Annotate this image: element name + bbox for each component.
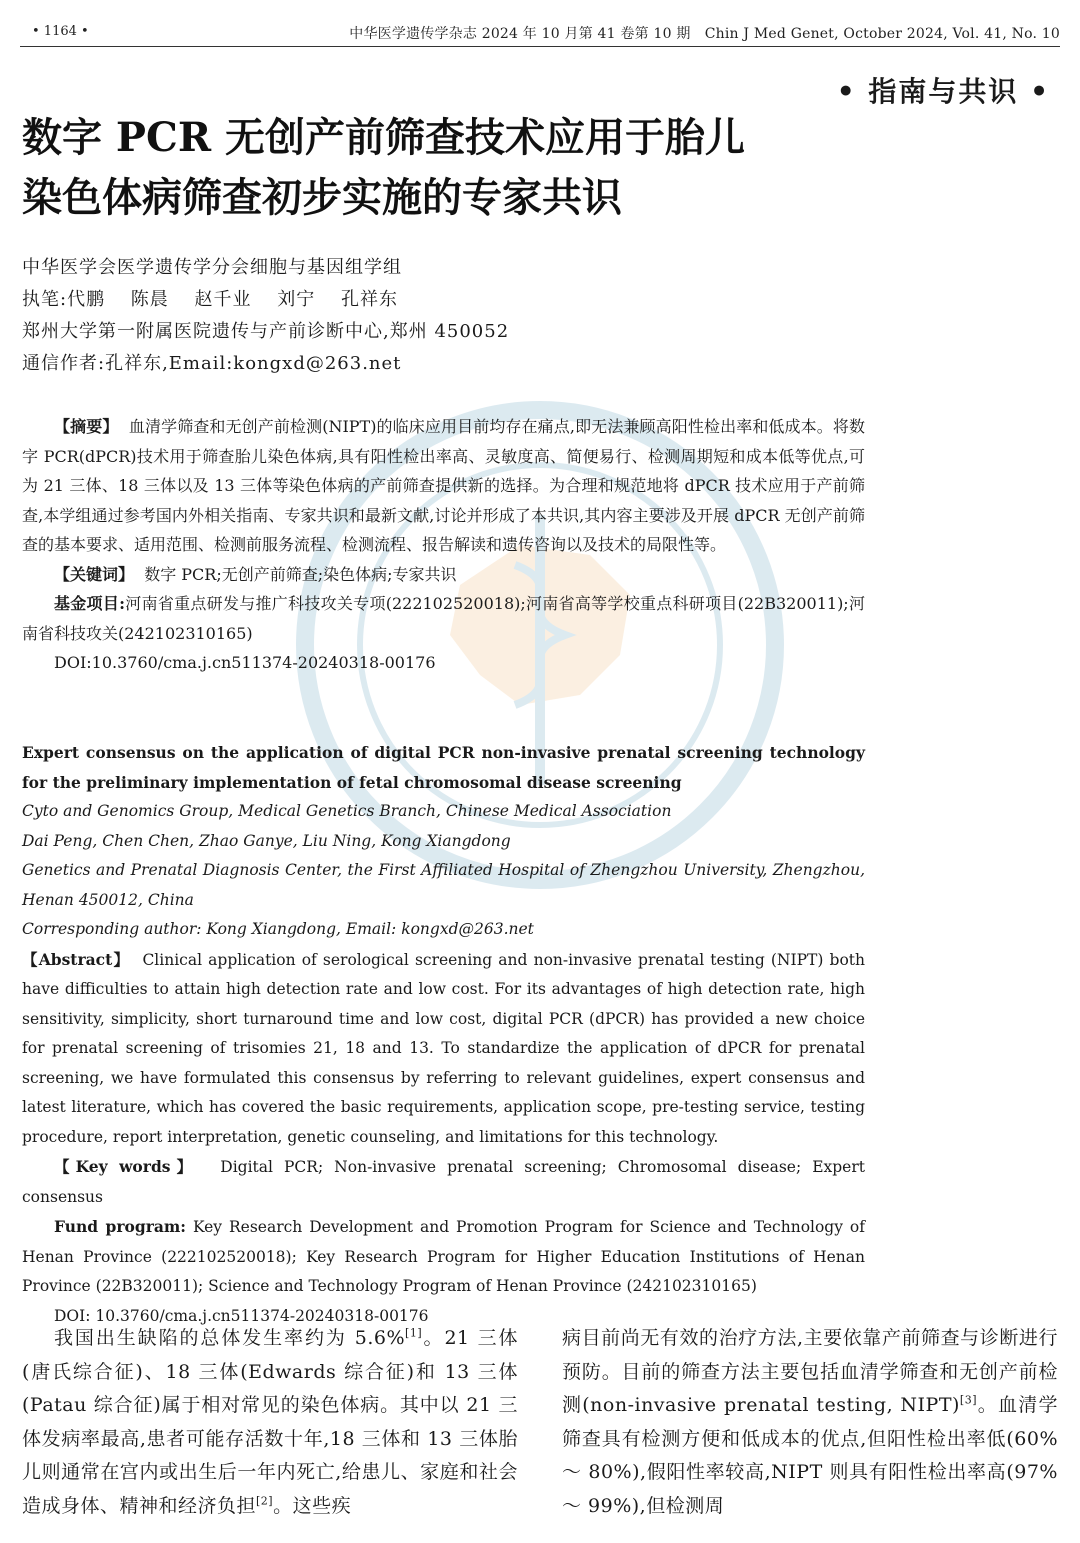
body-text-run: 病目前尚无有效的治疗方法,主要依靠产前筛查与诊断进行预防。目前的筛查方法主要包括血清学筛查和无创产前检测(non-invasive prenatal testing, NIPT) (562, 1327, 1058, 1416)
en-affiliation: Genetics and Prenatal Diagnosis Center, the First Affiliated Hospital of Zhengzhou University, Zhengzhou, Henan 450012, China (22, 861, 865, 909)
en-keywords-paragraph (22, 1152, 865, 1212)
body-text (22, 1322, 1060, 1522)
english-abstract (22, 738, 865, 1331)
zh-keywords-paragraph (22, 560, 865, 590)
zh-fund-label: 基金项目: (54, 594, 126, 613)
page-number: • 1164 • (32, 24, 89, 39)
title-line-1: 数字 PCR 无创产前筛查技术应用于胎儿 (22, 114, 746, 161)
en-keywords-label: 【Key words】 (54, 1157, 199, 1176)
body-text-run: 。血清学筛查具有检测方便和低成本的优点,但阳性检出率低(60% ～ 80%),假阳性率较高,NIPT 则具有阳性检出率高(97% ～ 99%),但检测周 (562, 1394, 1058, 1517)
en-keywords-text: Digital PCR; Non-invasive prenatal screening; Chromosomal disease; Expert consensus (22, 1158, 865, 1206)
title-line-2: 染色体病筛查初步实施的专家共识 (22, 174, 622, 221)
en-fund-label: Fund program: (54, 1217, 187, 1236)
body-text-run: 。这些疾 (273, 1494, 352, 1517)
zh-abstract-text: 血清学筛查和无创产前检测(NIPT)的临床应用目前均存在痛点,即无法兼顾高阳性检出率和低成本。将数字 PCR(dPCR)技术用于筛查胎儿染色体病,具有阳性检出率高、灵敏度高、简便易行、检测周期短和成本低等优点,可为 21 三体、18 三体以及 13 三体等染色体病的产前筛查提供新的选择。为合理和规范地将 dPCR 技术应用于产前筛查,本学组通过参考国内外相关指南、专家共识和最新文献,讨论并形成了本共识,其内容主要涉及开展 dPCR 无创产前筛查的基本要求、适用范围、检测前服务流程、检测流程、报告解读和遗传咨询以及技术的局限性等。 (22, 417, 865, 554)
en-abstract-label: 【Abstract】 (22, 949, 131, 969)
citation-ref[interactable]: [1] (405, 1326, 423, 1340)
citation-ref[interactable]: [3] (959, 1393, 977, 1407)
zh-fund-text: 河南省重点研发与推广科技攻关专项(222102520018);河南省高等学校重点科研项目(22B320011);河南省科技攻关(242102310165) (22, 594, 865, 643)
en-fund-text: Key Research Development and Promotion Program for Science and Technology of Henan Province (222102520018); Key Research Program for Higher Education Institutions of Henan Province (22B320011); Science and Technology Program of Henan Province (242102310165) (22, 1218, 865, 1295)
body-text-run: 我国出生缺陷的总体发生率约为 5.6% (54, 1327, 406, 1349)
en-title: Expert consensus on the application of digital PCR non-invasive prenatal screening technology for the preliminary implementation of fetal chromosomal disease screening (22, 743, 865, 792)
en-abstract-text: Clinical application of serological screening and non-invasive prenatal testing (NIPT) both have difficulties to attain high detection rate and low cost. For its advantages of high detection rate, high sensitivity, simplicity, short turnaround time and low cost, digital PCR (dPCR) has provided a new choice for prenatal screening of trisomies 21, 18 and 13. To standardize the application of dPCR for prenatal screening, we have formulated this consensus by referring to relevant guidelines, expert consensus and latest literature, which has covered the basic requirements, application scope, pre-testing service, testing procedure, report interpretation, genetic counseling, and limitations for this technology. (22, 950, 866, 1146)
zh-abstract-label: 【摘要】 (54, 417, 119, 436)
body-paragraph (22, 1322, 518, 1523)
en-doi: DOI: 10.3760/cma.j.cn511374-20240318-00176 (54, 1306, 429, 1325)
body-column-right (562, 1322, 1058, 1523)
corresponding-author: 通信作者:孔祥东,Email:kongxd@263.net (22, 353, 402, 374)
journal-citation: 中华医学遗传学杂志 2024 年 10 月第 41 卷第 10 期 Chin J Med Genet, October 2024, Vol. 41, No. 10 (349, 26, 1060, 42)
zh-keywords-label: 【关键词】 (54, 564, 135, 584)
section-tag: • 指南与共识 • (836, 75, 1050, 108)
affiliation: 郑州大学第一附属医院遗传与产前诊断中心,郑州 450052 (22, 321, 510, 342)
chinese-abstract (22, 412, 865, 678)
zh-keywords-text: 数字 PCR;无创产前筛查;染色体病;专家共识 (144, 564, 457, 584)
en-authors: Dai Peng, Chen Chen, Zhao Ganye, Liu Ning, Kong Xiangdong (22, 831, 511, 850)
zh-fund-paragraph (22, 589, 865, 648)
zh-doi: DOI:10.3760/cma.j.cn511374-20240318-00176 (54, 653, 436, 672)
en-abstract-paragraph (22, 945, 865, 1153)
body-column-left (22, 1322, 518, 1523)
article-title (22, 108, 822, 228)
header-rule (20, 46, 1060, 47)
body-text-run: 。21 三体(唐氏综合征)、18 三体(Edwards 综合征)和 13 三体(Patau 综合征)属于相对常见的染色体病。其中以 21 三体发病率最高,患者可能存活数十年,18 三体和 13 三体胎儿则通常在宫内或出生后一年内死亡,给患儿、家庭和社会造成身体、精神和经济负担 (22, 1327, 518, 1517)
citation-ref[interactable]: [2] (256, 1494, 274, 1508)
en-corresponding: Corresponding author: Kong Xiangdong, Email: kongxd@263.net (22, 920, 534, 938)
running-header (22, 22, 1060, 46)
zh-abstract-paragraph (22, 412, 865, 560)
en-group: Cyto and Genomics Group, Medical Genetics Branch, Chinese Medical Association (22, 802, 672, 820)
author-group: 中华医学会医学遗传学分会细胞与基因组学组 (22, 257, 402, 278)
en-fund-paragraph (22, 1212, 865, 1302)
authors: 执笔:代鹏 陈晨 赵千业 刘宁 孔祥东 (22, 289, 398, 310)
author-meta (22, 252, 509, 380)
body-paragraph (562, 1322, 1058, 1523)
